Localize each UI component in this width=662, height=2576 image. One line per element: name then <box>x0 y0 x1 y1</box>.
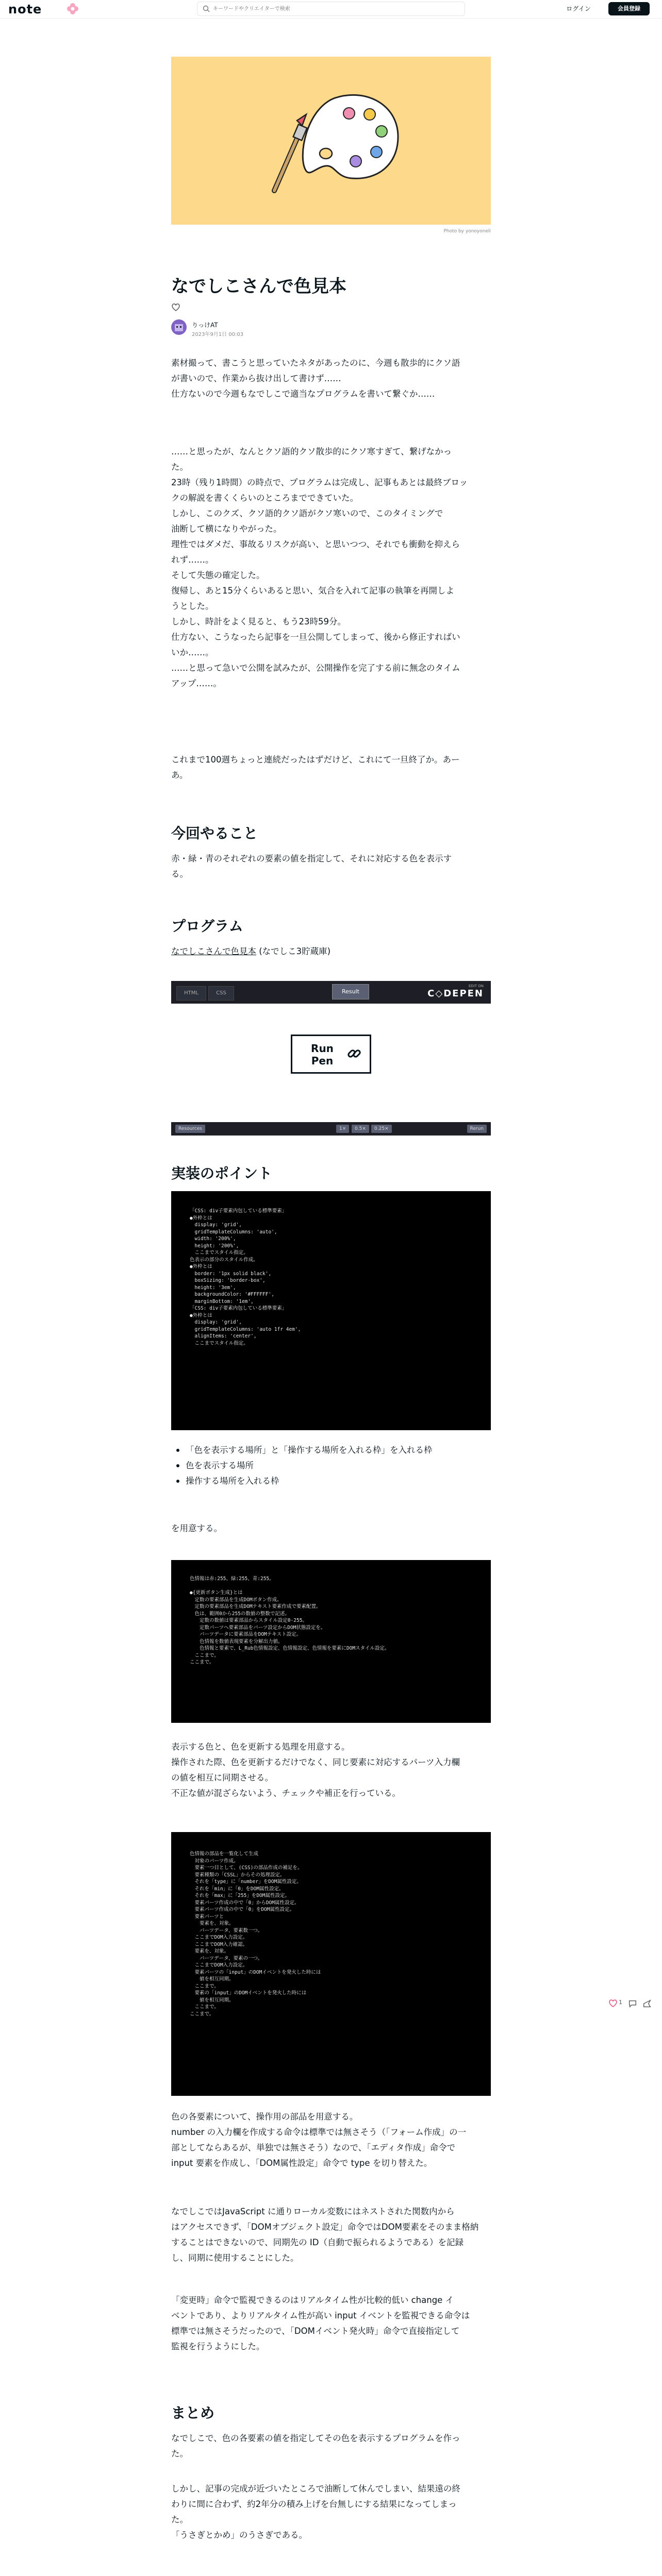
list-item: 操作する場所を入れる枠 <box>171 1473 491 1489</box>
program-link[interactable]: なでしこさんで色見本 <box>171 946 256 956</box>
story-paragraph: ……と思ったが、なんとクソ語的クソ散歩的にクソ寒すぎて、繋げなかっ た。 23時（残り1時間）の時点で、プログラムは完成し、記事もあとは最終ブロッ クの解説を書くくらいのところまでできていた。 しかし、このクズ、クソ語的クソ語がクソ寒いので、このタイミングで 油断して横になりやがった。 理性ではダメだ、事故るリスクが高い、と思いつつ、それでも衝動を抑えら れず……。 そして失態の確定した。 復帰し、あと15分くらいあると思い、気合を入れて記事の執筆を再開しよ うとした。 しかし、時計をよく見ると、もう23時59分。 仕方ない、こうなったら記事を一旦公開してしまって、後から修正すればい いか……。 ……と思って急いで公開を試みたが、公開操作を完了する前に無念のタイム アップ……。 <box>171 447 468 688</box>
image-credit: Photo by yonoyoneli <box>443 229 491 234</box>
goal-paragraph: 赤・緑・青のそれぞれの要素の値を指定して、それに対応する色を表示す る。 <box>171 854 452 879</box>
heart-icon[interactable] <box>608 1999 618 2007</box>
heading-goal: 今回やること <box>171 825 258 842</box>
list-item: 色を表示する場所 <box>171 1458 491 1473</box>
search-icon <box>203 5 210 12</box>
heading-points: 実装のポイント <box>171 1165 273 1182</box>
codepen-edit-on: EDIT ON <box>468 984 484 988</box>
codepen-result-canvas <box>171 1004 491 1122</box>
rerun-button[interactable]: Rerun <box>467 1125 487 1133</box>
side-actions <box>608 1996 660 2011</box>
event-paragraph: 「変更時」命令で監視できるのはリアルタイム性が比較的低い change イ ベントであり、よりリアルタイム性が高い input イベントを監視できる命令は 標準では無さそうだったので、「DOMイベント発火時」命令で直接指定して 監視を行うようにした。 <box>171 2295 470 2351</box>
share-icon[interactable] <box>642 1999 652 2008</box>
js-paragraph: なでしこではJavaScript に通りローカル変数にはネストされた関数内から はアクセスできず、「DOMオブジェクト設定」命令ではDOM要素をそのまま格納 することはできないので、同期先の ID（自動で振られるようである）を記録 し、同期に使用することにした。 <box>171 2207 479 2263</box>
program-link-line: なでしこさんで色見本 (なでしこ3貯蔵庫) <box>171 946 331 956</box>
bullet-list <box>171 1443 491 1489</box>
note-logo[interactable]: note <box>8 2 42 16</box>
code-text-2: 色情報は赤:255、緑:255、青:255。 ●{更新ボタン生成}とは 定数の要素部品を生成DOMボタン作成。 定数の要素部品を生成DOMテキスト要素作成で要素配置。 色は、範囲0から255の数値の整数で記述。 定数の数値は要素部品からスタイル設定0-255。 定数パーツへ要素部品をパーツ設定からDOM状態設定を。 パーツデータに要素部品をDOMテキスト設定。 色情報を数値表現要素を分解出力値。 色情報と要素で、L_Rub色情報設定、色情報設定、色情報を要素にDOMスタイル設定。 ここまで。 ここまで。 <box>190 1576 390 1665</box>
summary-paragraph-2: しかし、記事の完成が近づいたところで油断して休んでしまい、結果遠の終 わりに間に合わず、約2年分の積み上げを台無しにする結果になってしまっ た。 「うさぎとかめ」のうさぎである。 <box>171 2484 460 2540</box>
code-text-3: 色情報の部品を一覧化して生成 対象のパーツ作成。 要素一つ目として、(CSS)の部品作成の補足を。 要素種類の「CSSL」からその処理設定。 それを「type」に「number」をDOM属性設定。 それを「min」に「0」をDOM属性設定。 それを「max」に「255」をDOM属性設定。 要素パーツ作成の中で「0」からDOM属性設定。 要素パーツ作成の中で「0」をDOM属性設定。 要素パーツと 要素を、対象。 パーツデータ、要素数一つ。 ここまでDOM入力設定。 ここまでDOM入力確認。 要素を、対象。 パーツデータ、要素の一つ。 ここまでDOM入力設定。 要素パーツの「input」のDOMイベントを発火した時には 値を相互同期。 ここまで。 要素の「input」のDOMイベントを発火した時には 値を相互同期。 ここまで。 ここまで。 <box>190 1851 321 2017</box>
publish-date: 2023年9月1日 00:03 <box>192 332 244 337</box>
tab-css[interactable]: CSS <box>208 986 234 1001</box>
author-avatar[interactable] <box>171 319 187 335</box>
code-image-3 <box>171 1832 491 2096</box>
side-like-count: 1 <box>619 1999 622 2006</box>
palette-illustration <box>171 57 491 225</box>
codepen-footer <box>171 1122 491 1136</box>
tab-result[interactable]: Result <box>332 984 369 999</box>
intro-paragraph: 素材撮って、書こうと思っていたネタがあったのに、今週も散歩的にクソ語 が書いので、作業から抜け出して書けず…… 仕方ないので今週もなでしこで適当なプログラムを書いて繋ぐか…… <box>171 358 460 399</box>
list-item: 「色を表示する場所」と「操作する場所を入れる枠」を入れる枠 <box>171 1443 491 1458</box>
run-pen-button[interactable]: Run Pen <box>291 1035 371 1074</box>
site-header <box>0 0 662 19</box>
streak-paragraph: これまで100週ちょっと連続だったはずだけど、これにて一旦終了か。あー あ。 <box>171 755 460 780</box>
codepen-embed <box>171 981 491 1136</box>
zoom-1x[interactable]: 1× <box>336 1125 349 1133</box>
heading-summary: まとめ <box>171 2404 215 2421</box>
heading-program: プログラム <box>171 918 243 935</box>
tab-html[interactable]: HTML <box>176 986 206 1001</box>
bullets-after: を用意する。 <box>171 1523 222 1533</box>
login-button[interactable]: ログイン <box>566 5 591 12</box>
link-icon <box>346 1045 362 1062</box>
search-input[interactable] <box>213 4 460 14</box>
heart-icon[interactable] <box>171 303 180 311</box>
search-box[interactable] <box>197 2 465 16</box>
resources-button[interactable]: Resources <box>175 1125 205 1133</box>
zoom-025x[interactable]: 0.25× <box>371 1125 392 1133</box>
summary-paragraph-1: なでしこで、色の各要素の値を指定してその色を表示するプログラムを作っ た。 <box>171 2433 460 2459</box>
eyecatch-image <box>171 57 491 225</box>
author-name[interactable]: りっけAT <box>192 321 218 329</box>
comment-icon[interactable] <box>628 1999 637 2008</box>
code-image-2 <box>171 1560 491 1723</box>
signup-button[interactable]: 会員登録 <box>608 2 650 15</box>
flower-icon <box>66 2 79 15</box>
display-paragraph: 表示する色と、色を更新する処理を用意する。 操作された際、色を更新するだけでなく、同じ要素に対応するパーツ入力欄 の値を相互に同期させる。 不正な値が混ざらないよう、チェックや補正を行っている。 <box>171 1742 460 1798</box>
code-text-1: 「CSS: div子要素内包している標準要素」 ●外枠とは display: 'grid', gridTemplateColumns: 'auto', width: '200%', height: '200%', ここまでスタイル指定。 色表示の部分のスタイル作成。 ●外枠とは border: '1px solid black', boxSizing: 'border-box', height: '3em', backgroundColor: '#FFFFFF', marginBottom: '1em', 「CSS: div子要素内包している標準要素」 ●外枠とは display: 'grid', gridTemplateColumns: 'auto 1fr 4em', alignItems: 'center', ここまでスタイル指定。 <box>190 1208 301 1346</box>
article-title: なでしこさんで色見本 <box>171 276 346 297</box>
codepen-logo[interactable]: C◇DEPEN <box>427 988 484 999</box>
code-image-1 <box>171 1191 491 1430</box>
zoom-05x[interactable]: 0.5× <box>352 1125 369 1133</box>
parts-paragraph: 色の各要素について、操作用の部品を用意する。 number の入力欄を作成する命令は標準では無さそう（「フォーム作成」の一 部としてならあるが、単独では無さそう）なので、「エディタ作成」命令で input 要素を作成し、「DOM属性設定」命令で type を切り替えた。 <box>171 2112 467 2168</box>
